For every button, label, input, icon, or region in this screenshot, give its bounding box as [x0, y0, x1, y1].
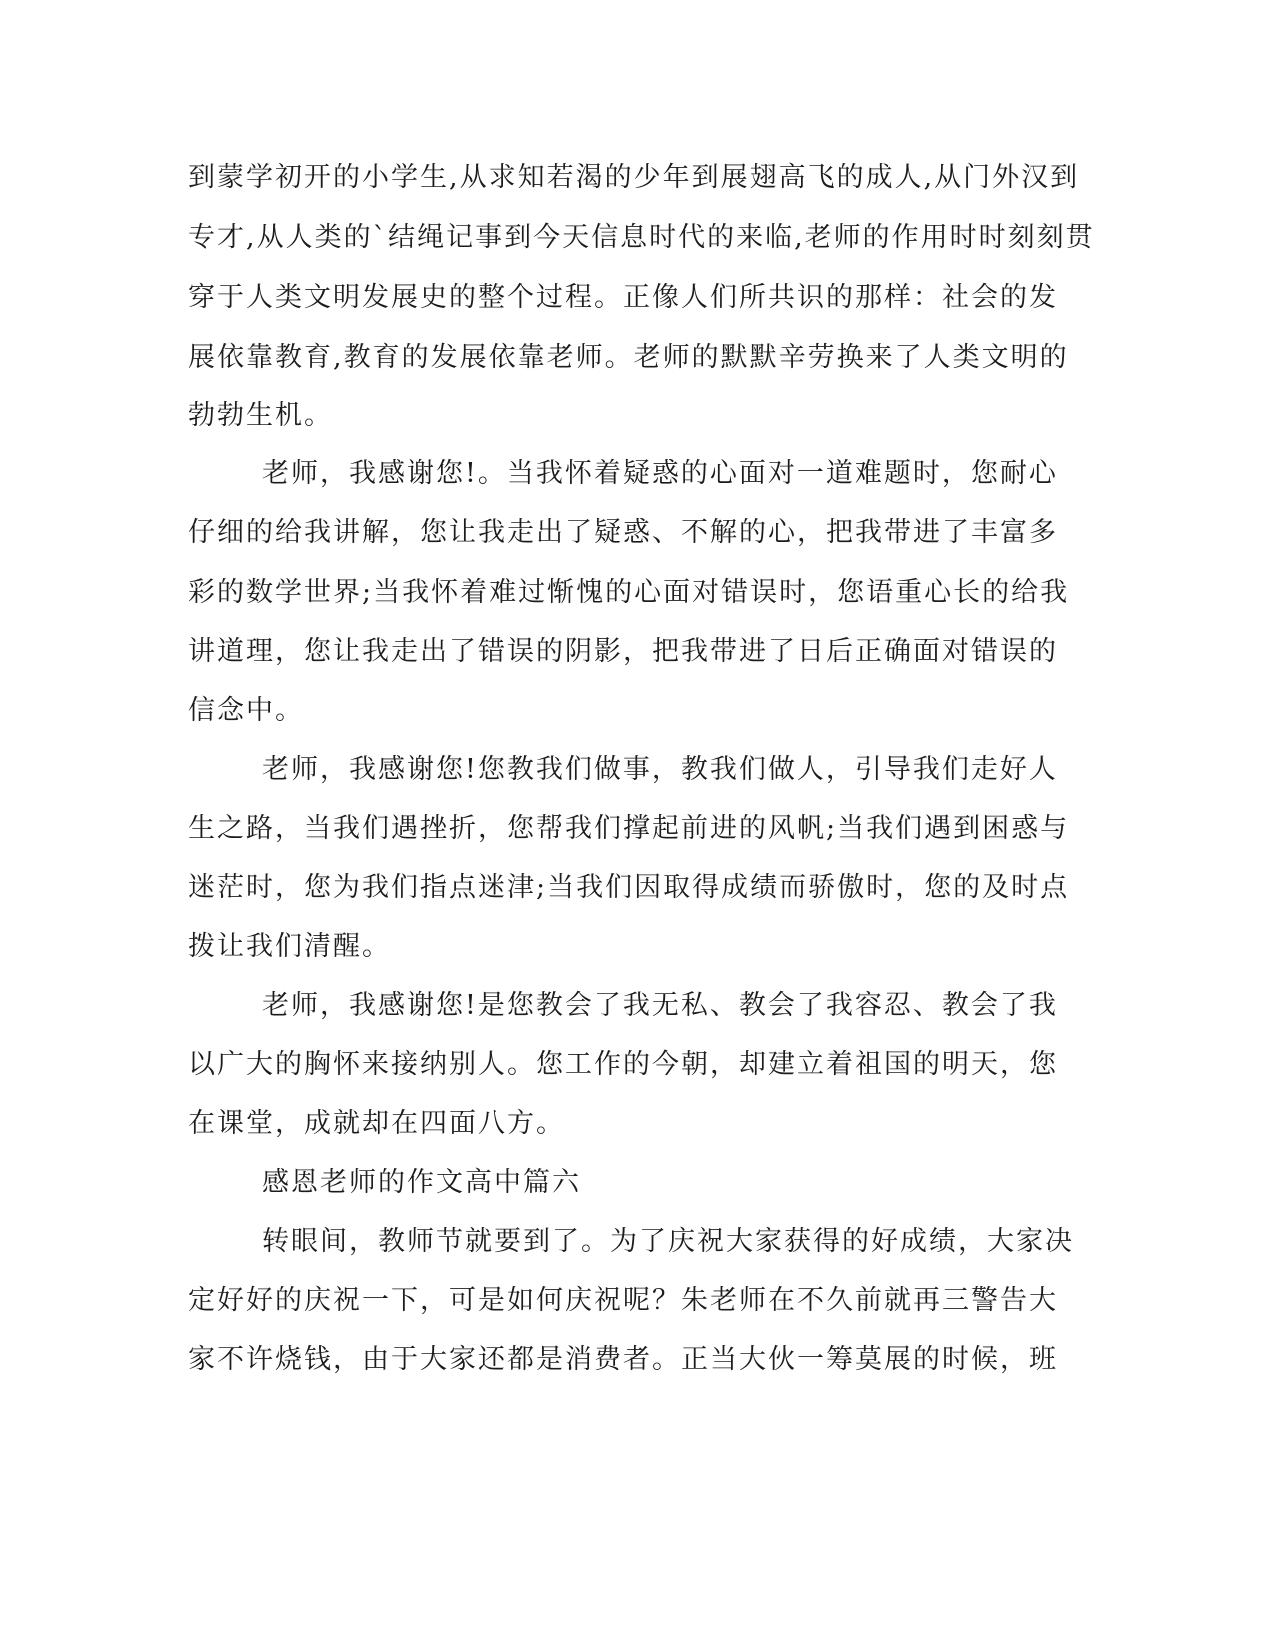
text-line: 信念中。	[188, 695, 304, 726]
text-line: 定好好的庆祝一下，可是如何庆祝呢？朱老师在不久前就再三警告大	[188, 1285, 1058, 1316]
paragraph-first-line: 老师，我感谢您!。当我怀着疑惑的心面对一道难题时，您耐心	[262, 458, 1058, 489]
section-heading: 感恩老师的作文高中篇六	[262, 1167, 581, 1198]
text-line: 迷茫时，您为我们指点迷津;当我们因取得成绩而骄傲时，您的及时点	[188, 872, 1070, 903]
text-line: 专才,从人类的`结绳记事到今天信息时代的来临,老师的作用时时刻刻贯	[188, 222, 1095, 253]
text-line: 仔细的给我讲解，您让我走出了疑惑、不解的心，把我带进了丰富多	[188, 517, 1058, 548]
text-line: 家不许烧钱，由于大家还都是消费者。正当大伙一筹莫展的时候，班	[188, 1344, 1058, 1375]
text-line: 到蒙学初开的小学生,从求知若渴的少年到展翅高飞的成人,从门外汉到	[188, 162, 1080, 193]
text-line: 以广大的胸怀来接纳别人。您工作的今朝，却建立着祖国的明天，您	[188, 1049, 1058, 1080]
text-line: 在课堂，成就却在四面八方。	[188, 1108, 565, 1139]
paragraph-first-line: 转眼间，教师节就要到了。为了庆祝大家获得的好成绩，大家决	[262, 1226, 1074, 1257]
text-line: 生之路，当我们遇挫折，您帮我们撑起前进的风帆;当我们遇到困惑与	[188, 813, 1070, 844]
text-line: 讲道理，您让我走出了错误的阴影，把我带进了日后正确面对错误的	[188, 636, 1058, 667]
text-line: 穿于人类文明发展史的整个过程。正像人们所共识的那样：社会的发	[188, 282, 1058, 313]
paragraph-first-line: 老师，我感谢您!是您教会了我无私、教会了我容忍、教会了我	[262, 990, 1058, 1021]
text-line: 勃勃生机。	[188, 400, 333, 431]
paragraph-first-line: 老师，我感谢您!您教我们做事，教我们做人，引导我们走好人	[262, 754, 1058, 785]
text-line: 彩的数学世界;当我怀着难过惭愧的心面对错误时，您语重心长的给我	[188, 577, 1070, 608]
text-line: 展依靠教育,教育的发展依靠老师。老师的默默辛劳换来了人类文明的	[188, 342, 1069, 373]
text-line: 拨让我们清醒。	[188, 931, 391, 962]
